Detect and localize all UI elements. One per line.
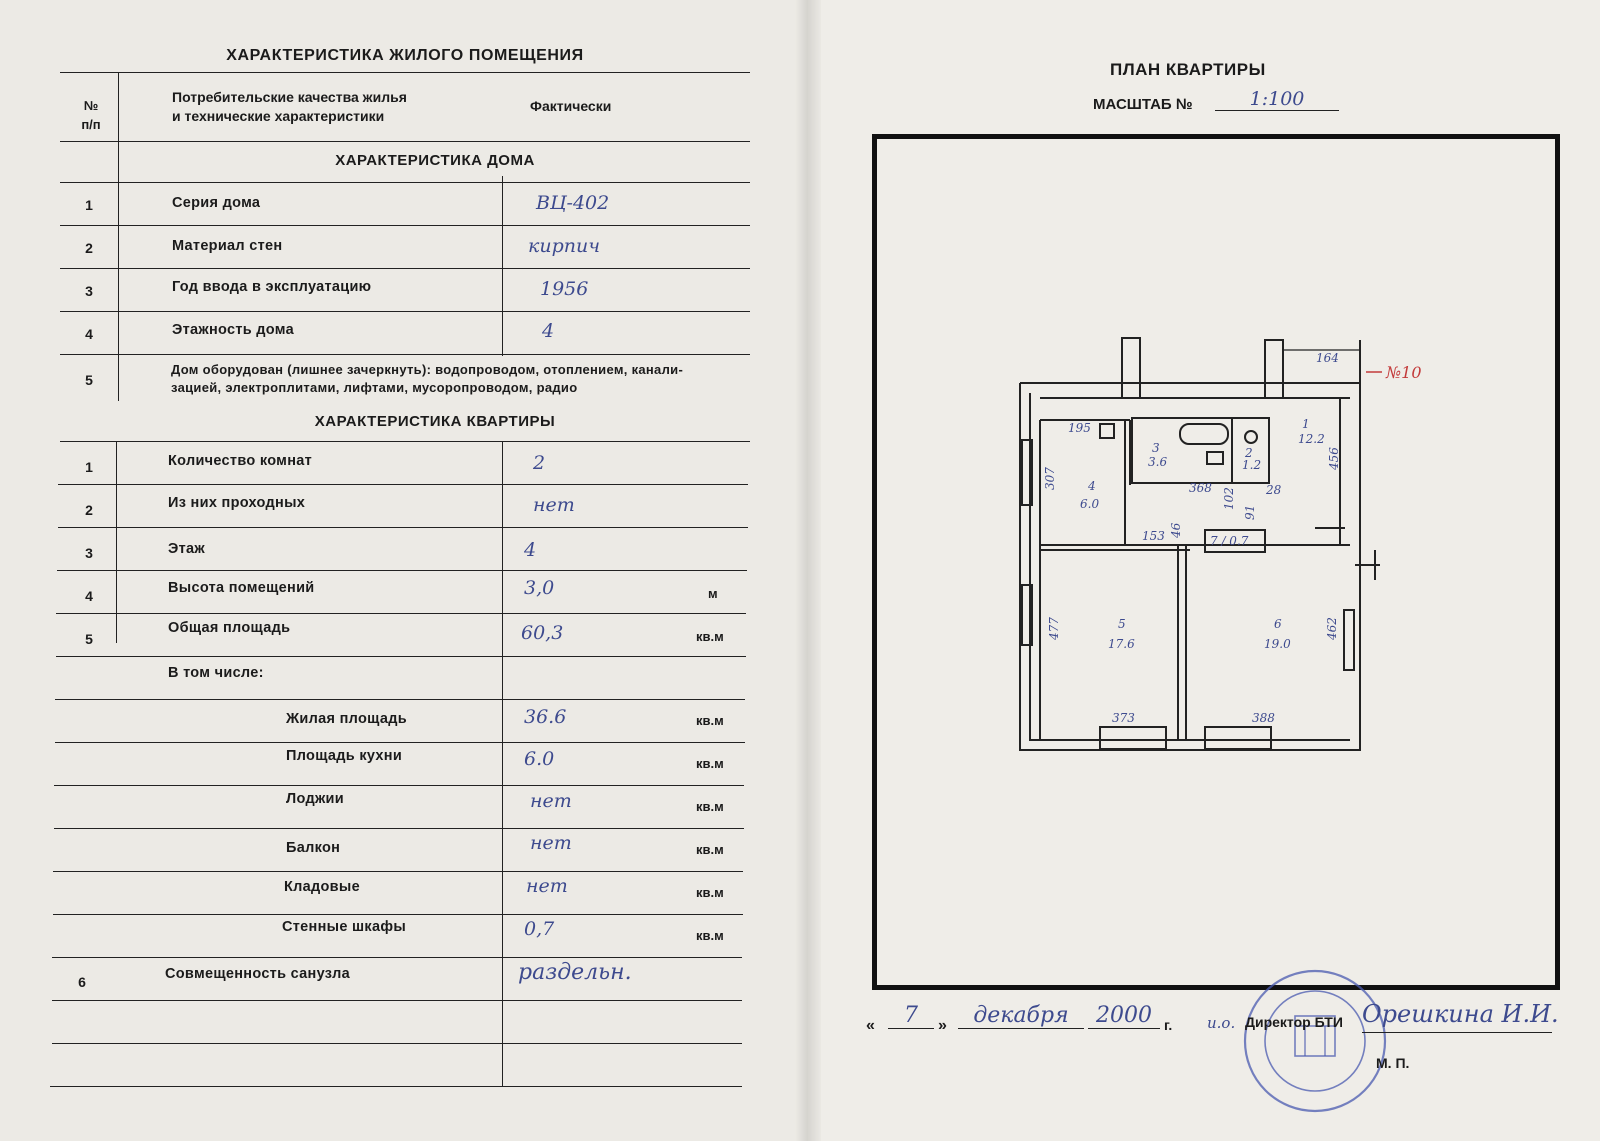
plan-room-6-number: 6: [1274, 617, 1282, 631]
plan-room-5-area: 17.6: [1108, 637, 1135, 651]
row-num: 2: [85, 240, 93, 256]
plan-room-1-area: 12.2: [1298, 432, 1325, 446]
plan-room-3-number: 3: [1152, 441, 1160, 455]
row-label: Этажность дома: [172, 322, 294, 338]
row-unit: кв.м: [696, 713, 724, 728]
chimney-left: [1122, 338, 1140, 398]
row-value: нет: [530, 790, 572, 812]
date-suffix: г.: [1164, 1017, 1173, 1033]
equipment-text: Дом оборудован (лишнее зачеркнуть): водопроводом, отоплением, канали- зацией, электроплитами, лифтами, мусоропроводом, радио: [171, 362, 684, 395]
row-value: 1956: [540, 278, 589, 300]
sink: [1207, 452, 1223, 464]
house-section-title: ХАРАКТЕРИСТИКА ДОМА: [335, 152, 535, 169]
toilet: [1245, 431, 1257, 443]
row-unit: кв.м: [696, 756, 724, 771]
plan-dimension: 91: [1243, 504, 1257, 520]
plan-room-2-number: 2: [1245, 446, 1253, 460]
apartment-section-title: ХАРАКТЕРИСТИКА КВАРТИРЫ: [314, 413, 556, 430]
row-label: В том числе:: [168, 665, 264, 681]
row-label: Площадь кухни: [286, 748, 403, 764]
window: [1100, 727, 1166, 749]
plan-room-6-area: 19.0: [1264, 637, 1291, 651]
plan-room-3-area: 3.6: [1148, 455, 1168, 469]
row-value: нет: [533, 494, 575, 516]
apartment-number: №10: [1386, 363, 1422, 382]
row-label: Этаж: [168, 541, 205, 557]
header-num: № п/п: [81, 98, 101, 132]
plan-room-1-number: 1: [1302, 417, 1310, 431]
plan-dimension: 388: [1252, 711, 1275, 725]
row-num: 5: [85, 372, 93, 388]
plan-dimension: 477: [1047, 617, 1061, 640]
row-value: 2: [533, 452, 546, 474]
seal-place-label: М. П.: [1376, 1055, 1410, 1071]
row-value: раздельн.: [518, 960, 632, 985]
row-num: 4: [85, 588, 93, 604]
official-stamp: [1240, 966, 1390, 1116]
plan-dimension: 153: [1142, 529, 1165, 543]
row-value: 4: [542, 320, 555, 342]
director-prefix: и.о.: [1207, 1014, 1236, 1032]
plan-room-7-label: 7 / 0.7: [1210, 534, 1249, 548]
row-value: 4: [524, 539, 537, 561]
scale-label: МАСШТАБ №: [1093, 96, 1193, 113]
scale-value: 1:100: [1215, 88, 1339, 111]
row-label: Стенные шкафы: [282, 919, 407, 935]
plan-dimension: 28: [1266, 483, 1282, 497]
header-actual: Фактически: [530, 98, 612, 114]
plan-dimension: 46: [1169, 522, 1183, 538]
row-label: Совмещенность санузла: [165, 966, 350, 982]
row-unit: кв.м: [696, 842, 724, 857]
row-unit: кв.м: [696, 885, 724, 900]
plan-dimension: 164: [1316, 351, 1339, 365]
date-close-quote: »: [938, 1017, 947, 1034]
plan-dimension: 102: [1222, 487, 1236, 510]
row-label: Жилая площадь: [286, 711, 407, 727]
bathtub: [1180, 424, 1228, 444]
row-num: 2: [85, 502, 93, 518]
row-value: 60,3: [521, 622, 564, 644]
row-label: Количество комнат: [168, 453, 313, 469]
row-num: 1: [85, 197, 93, 213]
row-num: 4: [85, 326, 93, 342]
window: [1205, 727, 1271, 749]
row-value: 3,0: [524, 577, 555, 599]
row-label: Из них проходных: [168, 495, 306, 511]
plan-room-4-number: 4: [1088, 479, 1096, 493]
row-num: 6: [78, 974, 86, 990]
plan-dimension: 368: [1189, 481, 1212, 495]
row-unit: кв.м: [696, 799, 724, 814]
plan-dimension: 456: [1327, 447, 1341, 470]
row-value: нет: [530, 832, 572, 854]
plan-dimension: 462: [1325, 617, 1339, 640]
row-label: Год ввода в эксплуатацию: [172, 279, 372, 295]
row-num: 3: [85, 283, 93, 299]
row-value: нет: [526, 875, 568, 897]
left-page-title: ХАРАКТЕРИСТИКА ЖИЛОГО ПОМЕЩЕНИЯ: [226, 47, 584, 64]
director-signature: Орешкина И.И.: [1362, 1000, 1559, 1028]
row-label: Высота помещений: [168, 580, 315, 596]
signature-line: [1362, 1032, 1552, 1033]
row-label: Кладовые: [284, 879, 360, 895]
director-label: Директор БТИ: [1245, 1014, 1343, 1030]
header-qualities: Потребительские качества жилья и технические характеристики: [172, 89, 407, 124]
date-day: 7: [888, 1003, 934, 1029]
plan-room-4-area: 6.0: [1080, 497, 1100, 511]
row-value: 36.6: [524, 706, 567, 728]
row-value: 0,7: [524, 918, 555, 940]
kitchen-stove: [1100, 424, 1114, 438]
row-label: Серия дома: [172, 195, 261, 211]
plan-room-2-area: 1.2: [1242, 458, 1262, 472]
date-month: декабря: [958, 1003, 1084, 1029]
row-value: кирпич: [528, 235, 601, 257]
plan-dimension: 195: [1068, 421, 1091, 435]
row-label: Балкон: [286, 840, 341, 856]
plan-room-5-number: 5: [1118, 617, 1126, 631]
date-year: 2000: [1088, 1003, 1160, 1029]
row-unit: кв.м: [696, 629, 724, 644]
row-unit: кв.м: [696, 928, 724, 943]
row-unit: м: [708, 586, 718, 601]
window: [1344, 610, 1354, 670]
row-label: Лоджии: [286, 791, 344, 807]
plan-dimension: 307: [1043, 467, 1057, 490]
row-num: 1: [85, 459, 93, 475]
row-label: Материал стен: [172, 238, 283, 254]
row-value: 6.0: [524, 748, 555, 770]
row-value: ВЦ-402: [536, 192, 610, 214]
row-num: 5: [85, 631, 93, 647]
chimney-right: [1265, 340, 1283, 398]
plan-dimension: 373: [1112, 711, 1135, 725]
row-label: Общая площадь: [168, 620, 291, 636]
date-open-quote: «: [866, 1017, 875, 1034]
row-num: 3: [85, 545, 93, 561]
plan-title: ПЛАН КВАРТИРЫ: [1110, 60, 1266, 79]
